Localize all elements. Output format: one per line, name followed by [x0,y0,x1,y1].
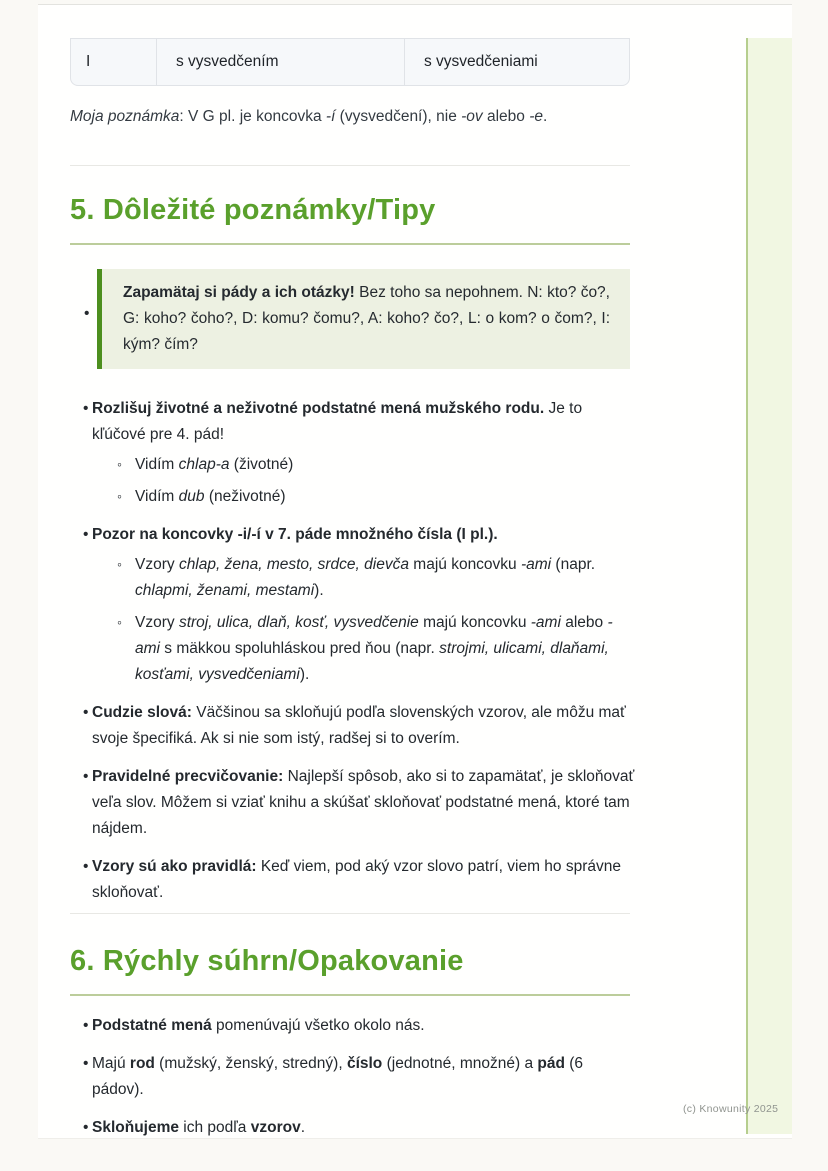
table-cell-case: I [71,39,157,85]
summary-list [70,1013,636,1153]
side-accent-strip [746,38,792,1134]
list-item-text: Majú rod (mužský, ženský, stredný), číslo (jednotné, množné) a pád (6 pádov). [92,1055,584,1098]
copyright-watermark: (c) Knowunity 2025 [683,1103,779,1115]
list-item-text: Pravidelné precvičovanie: Najlepší spôsob, ako si to zapamätať, je skloňovať veľa slov. Môžem si vziať knihu a skúšať skloňovať podstatné mená, ktoré tam nájdem. [92,768,635,837]
section-divider [70,913,630,914]
section-5-heading: 5. Dôležité poznámky/Tipy [70,191,630,245]
list-item [70,396,636,510]
list-item-text: Podstatné mená pomenúvajú všetko okolo nás. [92,1017,425,1034]
sub-list-item-text: Vidím dub (neživotné) [135,488,286,505]
author-note: Moja poznámka: V G pl. je koncovka -í (vysvedčení), nie -ov alebo -e. [70,108,548,125]
document-page [38,4,792,1139]
list-item [70,1051,636,1103]
section-6-heading: 6. Rýchly súhrn/Opakovanie [70,942,630,996]
list-item-text: Pozor na koncovky -i/-í v 7. páde množného čísla (I pl.). [92,526,498,543]
table-cell-plural: s vysvedčeniami [424,53,538,70]
list-item [70,1115,636,1141]
sub-list-item [92,452,636,478]
sub-list-item [92,552,636,604]
list-item [70,854,636,906]
callout-text: Zapamätaj si pády a ich otázky! Bez toho sa nepohnem. N: kto? čo?, G: koho? čoho?, D: komu? čomu?, A: koho? čo?, L: o kom? o čom?, I: kým? čím? [123,284,610,353]
list-item-text: Rozlišuj životné a neživotné podstatné mená mužského rodu. Je to kľúčové pre 4. pád! [92,400,583,443]
list-item [70,764,636,842]
list-item-text: Skloňujeme ich podľa vzorov. [92,1119,306,1136]
list-item [70,700,636,752]
bullet-marker: • [84,305,90,322]
tips-list [70,396,636,918]
sub-list-item [92,484,636,510]
list-item [70,522,636,688]
sub-list-item-text: Vzory chlap, žena, mesto, srdce, dievča majú koncovku -ami (napr. chlapmi, ženami, mestami). [135,556,596,599]
list-item [70,1013,636,1039]
sub-list-item-text: Vzory stroj, ulica, dlaň, kosť, vysvedčenie majú koncovku -ami alebo -ami s mäkkou spoluhláskou pred ňou (napr. strojmi, ulicami, dlaňami, kosťami, vysvedčeniami). [135,614,613,683]
sub-list [92,552,636,688]
section-divider [70,165,630,166]
sub-list-item-text: Vidím chlap-a (životné) [135,456,294,473]
declension-table-row [70,38,630,86]
callout-list-item [70,269,630,369]
tip-callout [97,269,630,369]
sub-list [92,452,636,510]
list-item-text: Vzory sú ako pravidlá: Keď viem, pod aký vzor slovo patrí, viem ho správne skloňovať. [92,858,621,901]
sub-list-item [92,610,636,688]
table-cell-singular: s vysvedčením [157,39,405,85]
list-item-text: Cudzie slová: Väčšinou sa skloňujú podľa slovenských vzorov, ale môžu mať svoje špecifiká. Ak si nie som istý, radšej si to overím. [92,704,626,747]
